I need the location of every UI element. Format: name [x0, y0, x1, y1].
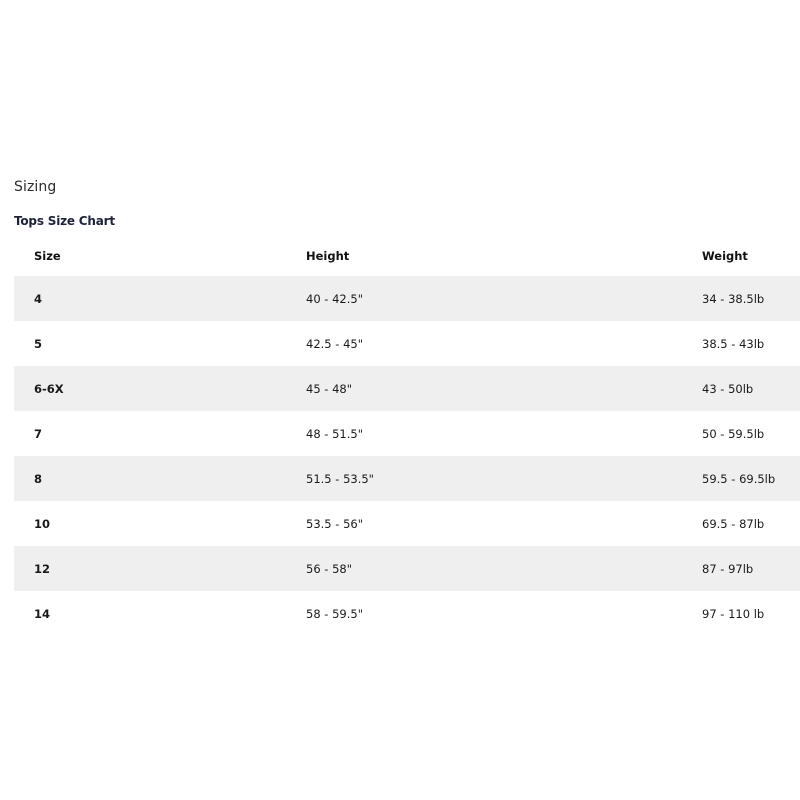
table-row — [14, 366, 800, 411]
weight-cell: 43 - 50lb — [702, 366, 800, 411]
size-cell: 6-6X — [14, 366, 306, 411]
table-header-row — [14, 236, 800, 276]
weight-cell: 50 - 59.5lb — [702, 426, 765, 441]
size-cell: 5 — [34, 336, 43, 351]
size-cell: 12 — [14, 546, 306, 591]
height-cell: 40 - 42.5" — [306, 276, 702, 321]
size-cell: 14 — [34, 606, 51, 621]
height-cell: 48 - 51.5" — [306, 426, 363, 441]
column-header-height: Height — [306, 249, 350, 263]
height-cell: 42.5 - 45" — [306, 336, 363, 351]
height-cell: 45 - 48" — [306, 366, 702, 411]
weight-cell: 69.5 - 87lb — [702, 516, 765, 531]
table-row — [14, 411, 800, 456]
table-row — [14, 546, 800, 591]
table-row — [14, 321, 800, 366]
weight-cell: 38.5 - 43lb — [702, 336, 765, 351]
height-cell: 58 - 59.5" — [306, 606, 363, 621]
table-row — [14, 501, 800, 546]
column-header-weight: Weight — [702, 249, 748, 263]
size-cell: 4 — [14, 276, 306, 321]
size-cell: 8 — [14, 456, 306, 501]
size-cell: 10 — [34, 516, 51, 531]
column-header-size: Size — [34, 249, 61, 263]
section-title: Sizing — [14, 179, 57, 195]
height-cell: 51.5 - 53.5" — [306, 456, 702, 501]
weight-cell: 87 - 97lb — [702, 546, 800, 591]
size-chart-title: Tops Size Chart — [14, 214, 115, 228]
height-cell: 56 - 58" — [306, 546, 702, 591]
table-row — [14, 456, 800, 501]
weight-cell: 97 - 110 lb — [702, 606, 765, 621]
table-row — [14, 276, 800, 321]
height-cell: 53.5 - 56" — [306, 516, 363, 531]
size-chart-table — [14, 236, 800, 636]
weight-cell: 34 - 38.5lb — [702, 276, 800, 321]
table-row — [14, 591, 800, 636]
weight-cell: 59.5 - 69.5lb — [702, 456, 800, 501]
size-cell: 7 — [34, 426, 43, 441]
